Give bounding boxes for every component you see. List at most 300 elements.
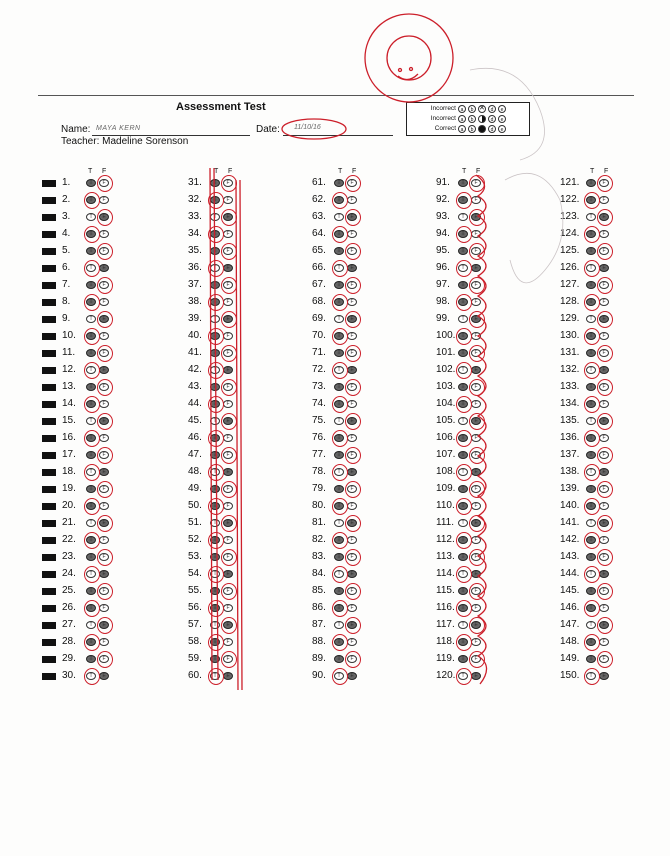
bubble-false[interactable]: F [599, 298, 609, 306]
bubble-true[interactable]: T [334, 332, 344, 340]
bubble-false[interactable]: F [599, 468, 609, 476]
bubble-true[interactable]: T [210, 655, 220, 663]
bubble-false[interactable]: F [223, 349, 233, 357]
bubble-false[interactable]: F [471, 570, 481, 578]
bubble-false[interactable]: F [223, 213, 233, 221]
bubble-false[interactable]: F [99, 604, 109, 612]
bubble-true[interactable]: T [458, 230, 468, 238]
bubble-true[interactable]: T [86, 213, 96, 221]
bubble-false[interactable]: F [99, 383, 109, 391]
bubble-false[interactable]: F [471, 502, 481, 510]
bubble-true[interactable]: T [586, 672, 596, 680]
bubble-false[interactable]: F [99, 672, 109, 680]
bubble-false[interactable]: F [99, 468, 109, 476]
bubble-false[interactable]: F [599, 553, 609, 561]
bubble-false[interactable]: F [99, 315, 109, 323]
bubble-true[interactable]: T [586, 655, 596, 663]
bubble-true[interactable]: T [458, 553, 468, 561]
bubble-true[interactable]: T [334, 519, 344, 527]
bubble-false[interactable]: F [223, 604, 233, 612]
bubble-false[interactable]: F [471, 298, 481, 306]
bubble-true[interactable]: T [458, 502, 468, 510]
bubble-false[interactable]: F [223, 621, 233, 629]
bubble-false[interactable]: F [599, 179, 609, 187]
bubble-false[interactable]: F [599, 485, 609, 493]
bubble-false[interactable]: F [347, 502, 357, 510]
bubble-false[interactable]: F [99, 349, 109, 357]
bubble-true[interactable]: T [210, 281, 220, 289]
bubble-false[interactable]: F [347, 264, 357, 272]
bubble-false[interactable]: F [599, 451, 609, 459]
bubble-false[interactable]: F [471, 281, 481, 289]
bubble-false[interactable]: F [347, 417, 357, 425]
bubble-true[interactable]: T [210, 570, 220, 578]
bubble-false[interactable]: F [471, 553, 481, 561]
bubble-true[interactable]: T [586, 264, 596, 272]
bubble-true[interactable]: T [334, 179, 344, 187]
bubble-false[interactable]: F [347, 179, 357, 187]
bubble-false[interactable]: F [471, 621, 481, 629]
bubble-true[interactable]: T [86, 451, 96, 459]
bubble-true[interactable]: T [334, 502, 344, 510]
bubble-true[interactable]: T [210, 213, 220, 221]
bubble-false[interactable]: F [347, 383, 357, 391]
bubble-true[interactable]: T [334, 315, 344, 323]
bubble-false[interactable]: F [347, 281, 357, 289]
bubble-false[interactable]: F [223, 332, 233, 340]
bubble-true[interactable]: T [86, 247, 96, 255]
bubble-true[interactable]: T [86, 298, 96, 306]
bubble-true[interactable]: T [210, 519, 220, 527]
bubble-true[interactable]: T [334, 672, 344, 680]
bubble-true[interactable]: T [210, 383, 220, 391]
bubble-false[interactable]: F [347, 213, 357, 221]
bubble-true[interactable]: T [86, 621, 96, 629]
bubble-true[interactable]: T [586, 502, 596, 510]
bubble-false[interactable]: F [599, 604, 609, 612]
bubble-true[interactable]: T [458, 587, 468, 595]
bubble-true[interactable]: T [586, 332, 596, 340]
bubble-true[interactable]: T [334, 281, 344, 289]
bubble-true[interactable]: T [334, 434, 344, 442]
bubble-true[interactable]: T [586, 349, 596, 357]
bubble-false[interactable]: F [347, 298, 357, 306]
bubble-true[interactable]: T [458, 400, 468, 408]
bubble-false[interactable]: F [599, 366, 609, 374]
bubble-false[interactable]: F [599, 417, 609, 425]
bubble-false[interactable]: F [471, 485, 481, 493]
bubble-true[interactable]: T [334, 349, 344, 357]
bubble-false[interactable]: F [347, 536, 357, 544]
bubble-true[interactable]: T [86, 315, 96, 323]
bubble-false[interactable]: F [223, 536, 233, 544]
bubble-true[interactable]: T [86, 332, 96, 340]
bubble-false[interactable]: F [223, 451, 233, 459]
bubble-true[interactable]: T [86, 349, 96, 357]
bubble-true[interactable]: T [586, 247, 596, 255]
bubble-true[interactable]: T [458, 638, 468, 646]
bubble-false[interactable]: F [347, 434, 357, 442]
bubble-false[interactable]: F [599, 672, 609, 680]
bubble-false[interactable]: F [223, 468, 233, 476]
bubble-false[interactable]: F [223, 298, 233, 306]
bubble-true[interactable]: T [210, 502, 220, 510]
bubble-true[interactable]: T [586, 315, 596, 323]
bubble-true[interactable]: T [86, 366, 96, 374]
bubble-false[interactable]: F [599, 332, 609, 340]
bubble-false[interactable]: F [471, 349, 481, 357]
bubble-false[interactable]: F [599, 400, 609, 408]
bubble-false[interactable]: F [599, 230, 609, 238]
bubble-false[interactable]: F [471, 655, 481, 663]
bubble-true[interactable]: T [210, 298, 220, 306]
bubble-true[interactable]: T [334, 638, 344, 646]
bubble-false[interactable]: F [99, 451, 109, 459]
bubble-false[interactable]: F [223, 179, 233, 187]
bubble-true[interactable]: T [86, 383, 96, 391]
bubble-true[interactable]: T [86, 502, 96, 510]
bubble-false[interactable]: F [223, 196, 233, 204]
bubble-true[interactable]: T [586, 519, 596, 527]
bubble-true[interactable]: T [586, 298, 596, 306]
bubble-false[interactable]: F [599, 434, 609, 442]
bubble-false[interactable]: F [347, 332, 357, 340]
bubble-false[interactable]: F [471, 587, 481, 595]
bubble-true[interactable]: T [210, 536, 220, 544]
bubble-true[interactable]: T [334, 468, 344, 476]
bubble-true[interactable]: T [458, 434, 468, 442]
bubble-true[interactable]: T [86, 417, 96, 425]
bubble-false[interactable]: F [347, 349, 357, 357]
bubble-false[interactable]: F [471, 672, 481, 680]
bubble-false[interactable]: F [223, 315, 233, 323]
bubble-true[interactable]: T [210, 621, 220, 629]
bubble-true[interactable]: T [86, 536, 96, 544]
bubble-false[interactable]: F [471, 315, 481, 323]
bubble-true[interactable]: T [210, 451, 220, 459]
bubble-true[interactable]: T [334, 587, 344, 595]
bubble-true[interactable]: T [334, 400, 344, 408]
bubble-false[interactable]: F [347, 519, 357, 527]
bubble-true[interactable]: T [586, 604, 596, 612]
bubble-false[interactable]: F [99, 298, 109, 306]
bubble-true[interactable]: T [586, 536, 596, 544]
bubble-false[interactable]: F [99, 570, 109, 578]
bubble-false[interactable]: F [347, 587, 357, 595]
bubble-false[interactable]: F [599, 519, 609, 527]
bubble-true[interactable]: T [586, 553, 596, 561]
bubble-false[interactable]: F [599, 570, 609, 578]
bubble-true[interactable]: T [586, 366, 596, 374]
bubble-false[interactable]: F [471, 434, 481, 442]
bubble-true[interactable]: T [334, 604, 344, 612]
bubble-false[interactable]: F [99, 366, 109, 374]
bubble-false[interactable]: F [471, 604, 481, 612]
bubble-false[interactable]: F [347, 638, 357, 646]
bubble-true[interactable]: T [458, 247, 468, 255]
bubble-true[interactable]: T [210, 672, 220, 680]
bubble-false[interactable]: F [599, 502, 609, 510]
bubble-true[interactable]: T [458, 349, 468, 357]
bubble-false[interactable]: F [223, 502, 233, 510]
bubble-true[interactable]: T [458, 281, 468, 289]
bubble-false[interactable]: F [347, 485, 357, 493]
bubble-false[interactable]: F [99, 502, 109, 510]
bubble-false[interactable]: F [223, 570, 233, 578]
bubble-false[interactable]: F [99, 264, 109, 272]
bubble-true[interactable]: T [458, 298, 468, 306]
bubble-true[interactable]: T [458, 536, 468, 544]
bubble-false[interactable]: F [223, 434, 233, 442]
bubble-false[interactable]: F [223, 281, 233, 289]
bubble-false[interactable]: F [347, 400, 357, 408]
bubble-false[interactable]: F [471, 247, 481, 255]
bubble-false[interactable]: F [347, 247, 357, 255]
bubble-true[interactable]: T [86, 638, 96, 646]
bubble-true[interactable]: T [210, 230, 220, 238]
bubble-false[interactable]: F [223, 400, 233, 408]
bubble-false[interactable]: F [223, 638, 233, 646]
bubble-false[interactable]: F [99, 230, 109, 238]
bubble-false[interactable]: F [471, 213, 481, 221]
bubble-true[interactable]: T [86, 519, 96, 527]
bubble-false[interactable]: F [99, 213, 109, 221]
bubble-true[interactable]: T [586, 468, 596, 476]
bubble-true[interactable]: T [86, 179, 96, 187]
bubble-true[interactable]: T [210, 400, 220, 408]
bubble-false[interactable]: F [99, 417, 109, 425]
bubble-false[interactable]: F [347, 366, 357, 374]
bubble-false[interactable]: F [471, 400, 481, 408]
bubble-true[interactable]: T [586, 230, 596, 238]
bubble-false[interactable]: F [599, 196, 609, 204]
bubble-true[interactable]: T [210, 366, 220, 374]
bubble-false[interactable]: F [99, 638, 109, 646]
bubble-false[interactable]: F [471, 366, 481, 374]
bubble-true[interactable]: T [458, 468, 468, 476]
bubble-true[interactable]: T [458, 264, 468, 272]
bubble-true[interactable]: T [458, 621, 468, 629]
bubble-false[interactable]: F [599, 247, 609, 255]
bubble-false[interactable]: F [347, 315, 357, 323]
bubble-true[interactable]: T [334, 536, 344, 544]
bubble-false[interactable]: F [223, 655, 233, 663]
bubble-false[interactable]: F [99, 434, 109, 442]
bubble-false[interactable]: F [223, 519, 233, 527]
bubble-false[interactable]: F [223, 485, 233, 493]
bubble-true[interactable]: T [86, 434, 96, 442]
bubble-false[interactable]: F [347, 672, 357, 680]
bubble-true[interactable]: T [86, 553, 96, 561]
bubble-true[interactable]: T [334, 247, 344, 255]
bubble-false[interactable]: F [99, 332, 109, 340]
bubble-false[interactable]: F [99, 519, 109, 527]
bubble-false[interactable]: F [99, 621, 109, 629]
bubble-false[interactable]: F [223, 366, 233, 374]
bubble-false[interactable]: F [223, 672, 233, 680]
bubble-true[interactable]: T [458, 451, 468, 459]
bubble-true[interactable]: T [86, 281, 96, 289]
bubble-true[interactable]: T [86, 570, 96, 578]
bubble-true[interactable]: T [86, 672, 96, 680]
bubble-true[interactable]: T [210, 587, 220, 595]
bubble-false[interactable]: F [347, 468, 357, 476]
bubble-true[interactable]: T [334, 213, 344, 221]
bubble-true[interactable]: T [334, 451, 344, 459]
bubble-false[interactable]: F [99, 485, 109, 493]
bubble-false[interactable]: F [471, 383, 481, 391]
bubble-false[interactable]: F [599, 587, 609, 595]
bubble-true[interactable]: T [586, 179, 596, 187]
bubble-true[interactable]: T [334, 196, 344, 204]
bubble-true[interactable]: T [86, 468, 96, 476]
bubble-true[interactable]: T [210, 468, 220, 476]
bubble-true[interactable]: T [210, 434, 220, 442]
bubble-true[interactable]: T [86, 485, 96, 493]
bubble-false[interactable]: F [347, 655, 357, 663]
bubble-false[interactable]: F [347, 621, 357, 629]
bubble-false[interactable]: F [99, 587, 109, 595]
bubble-true[interactable]: T [334, 485, 344, 493]
bubble-false[interactable]: F [471, 264, 481, 272]
bubble-true[interactable]: T [586, 417, 596, 425]
bubble-false[interactable]: F [347, 451, 357, 459]
bubble-false[interactable]: F [347, 570, 357, 578]
bubble-true[interactable]: T [334, 417, 344, 425]
bubble-true[interactable]: T [586, 451, 596, 459]
bubble-true[interactable]: T [458, 213, 468, 221]
bubble-true[interactable]: T [458, 179, 468, 187]
bubble-true[interactable]: T [334, 383, 344, 391]
bubble-false[interactable]: F [471, 638, 481, 646]
bubble-true[interactable]: T [458, 417, 468, 425]
bubble-false[interactable]: F [223, 417, 233, 425]
bubble-false[interactable]: F [599, 213, 609, 221]
bubble-true[interactable]: T [586, 213, 596, 221]
bubble-true[interactable]: T [586, 400, 596, 408]
bubble-true[interactable]: T [334, 264, 344, 272]
bubble-true[interactable]: T [586, 434, 596, 442]
bubble-false[interactable]: F [347, 604, 357, 612]
bubble-false[interactable]: F [471, 196, 481, 204]
bubble-false[interactable]: F [471, 468, 481, 476]
bubble-true[interactable]: T [458, 315, 468, 323]
bubble-false[interactable]: F [223, 230, 233, 238]
bubble-true[interactable]: T [210, 247, 220, 255]
bubble-true[interactable]: T [210, 332, 220, 340]
bubble-false[interactable]: F [471, 179, 481, 187]
bubble-false[interactable]: F [599, 349, 609, 357]
bubble-false[interactable]: F [599, 315, 609, 323]
bubble-true[interactable]: T [86, 655, 96, 663]
bubble-true[interactable]: T [458, 332, 468, 340]
bubble-false[interactable]: F [99, 655, 109, 663]
bubble-false[interactable]: F [599, 638, 609, 646]
bubble-true[interactable]: T [210, 349, 220, 357]
bubble-true[interactable]: T [586, 570, 596, 578]
bubble-true[interactable]: T [210, 196, 220, 204]
bubble-false[interactable]: F [599, 383, 609, 391]
bubble-true[interactable]: T [86, 230, 96, 238]
bubble-false[interactable]: F [99, 536, 109, 544]
bubble-true[interactable]: T [210, 315, 220, 323]
bubble-false[interactable]: F [599, 621, 609, 629]
bubble-false[interactable]: F [347, 230, 357, 238]
bubble-true[interactable]: T [458, 672, 468, 680]
bubble-true[interactable]: T [586, 638, 596, 646]
bubble-true[interactable]: T [334, 655, 344, 663]
bubble-false[interactable]: F [599, 655, 609, 663]
bubble-true[interactable]: T [210, 638, 220, 646]
bubble-false[interactable]: F [99, 196, 109, 204]
bubble-false[interactable]: F [223, 587, 233, 595]
bubble-true[interactable]: T [458, 366, 468, 374]
bubble-true[interactable]: T [458, 604, 468, 612]
bubble-true[interactable]: T [458, 570, 468, 578]
bubble-false[interactable]: F [99, 281, 109, 289]
bubble-false[interactable]: F [223, 383, 233, 391]
bubble-true[interactable]: T [458, 519, 468, 527]
bubble-false[interactable]: F [599, 264, 609, 272]
bubble-true[interactable]: T [586, 281, 596, 289]
bubble-true[interactable]: T [86, 604, 96, 612]
bubble-true[interactable]: T [210, 553, 220, 561]
bubble-true[interactable]: T [210, 264, 220, 272]
bubble-true[interactable]: T [334, 553, 344, 561]
bubble-true[interactable]: T [334, 570, 344, 578]
bubble-false[interactable]: F [471, 230, 481, 238]
bubble-true[interactable]: T [210, 179, 220, 187]
bubble-false[interactable]: F [471, 451, 481, 459]
bubble-true[interactable]: T [210, 485, 220, 493]
bubble-true[interactable]: T [458, 196, 468, 204]
bubble-false[interactable]: F [223, 553, 233, 561]
bubble-true[interactable]: T [210, 604, 220, 612]
bubble-false[interactable]: F [99, 247, 109, 255]
bubble-true[interactable]: T [334, 621, 344, 629]
bubble-true[interactable]: T [586, 587, 596, 595]
bubble-true[interactable]: T [86, 587, 96, 595]
bubble-true[interactable]: T [210, 417, 220, 425]
bubble-false[interactable]: F [599, 536, 609, 544]
bubble-true[interactable]: T [458, 655, 468, 663]
bubble-false[interactable]: F [347, 553, 357, 561]
bubble-false[interactable]: F [471, 332, 481, 340]
bubble-true[interactable]: T [458, 383, 468, 391]
bubble-true[interactable]: T [334, 298, 344, 306]
bubble-true[interactable]: T [586, 485, 596, 493]
bubble-false[interactable]: F [99, 553, 109, 561]
bubble-false[interactable]: F [471, 417, 481, 425]
bubble-false[interactable]: F [471, 536, 481, 544]
bubble-true[interactable]: T [86, 264, 96, 272]
bubble-true[interactable]: T [86, 400, 96, 408]
bubble-true[interactable]: T [334, 366, 344, 374]
bubble-true[interactable]: T [334, 230, 344, 238]
bubble-true[interactable]: T [586, 196, 596, 204]
bubble-false[interactable]: F [599, 281, 609, 289]
bubble-false[interactable]: F [223, 264, 233, 272]
bubble-false[interactable]: F [347, 196, 357, 204]
bubble-false[interactable]: F [471, 519, 481, 527]
bubble-true[interactable]: T [586, 383, 596, 391]
bubble-true[interactable]: T [458, 485, 468, 493]
bubble-true[interactable]: T [586, 621, 596, 629]
bubble-true[interactable]: T [86, 196, 96, 204]
bubble-false[interactable]: F [99, 179, 109, 187]
bubble-false[interactable]: F [223, 247, 233, 255]
bubble-false[interactable]: F [99, 400, 109, 408]
